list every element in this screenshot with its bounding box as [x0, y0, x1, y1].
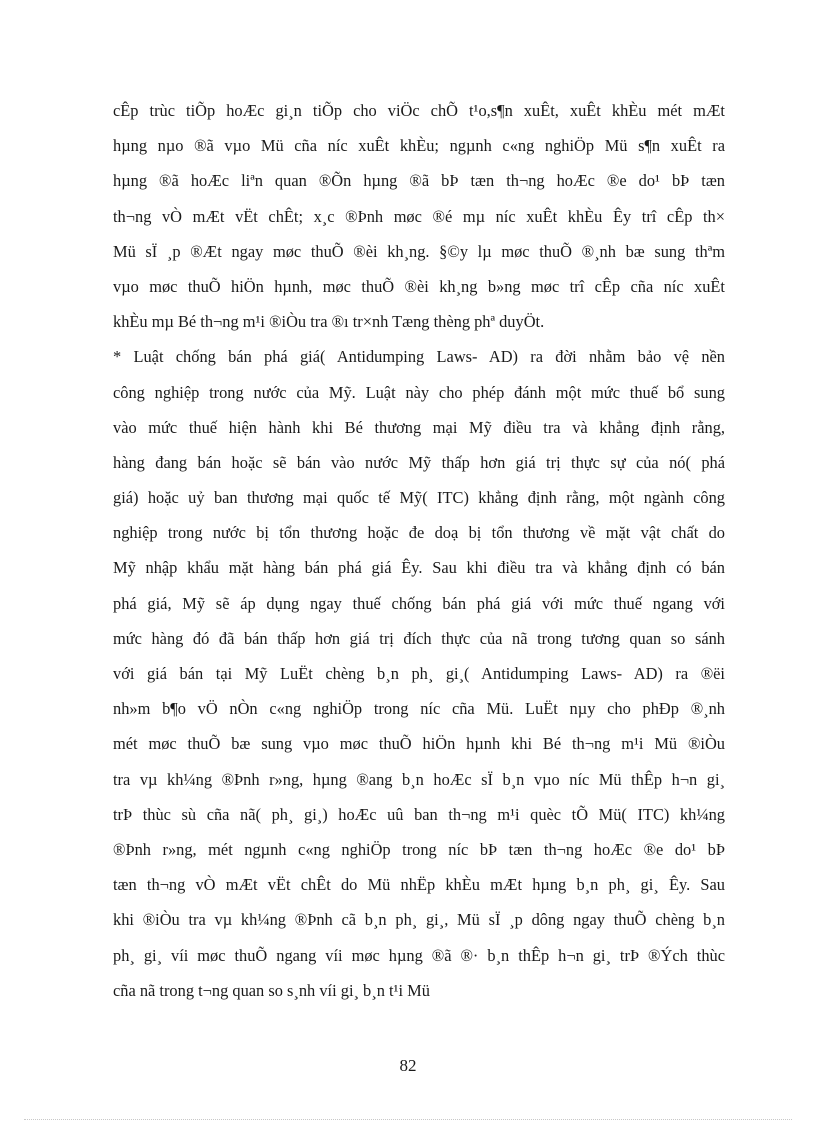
text-line: hàng đang bán hoặc sẽ bán vào nước Mỹ thấp hơn giá trị thực sự của nó( phá	[113, 452, 725, 472]
text-line: giá) hoặc uỷ ban thương mại quốc tế Mỹ( ITC) khẳng định rằng, một ngành công	[113, 488, 725, 508]
text-line: * Luật chống bán phá giá( Antidumping Laws- AD) ra đời nhằm bảo vệ nền	[113, 347, 725, 367]
text-line: mức hàng đó đã bán thấp hơn giá trị đích thực của nã trong tương quan so sánh	[113, 628, 725, 648]
text-line: hµng nµo ®ã vµo Mü cña níc xuÊt khÈu; ngµnh c«ng nghiÖp Mü s¶n xuÊt ra	[113, 136, 725, 156]
text-line: cña nã trong t¬ng quan so s¸nh víi gi¸ b¸n t¹i Mü	[113, 980, 430, 1000]
text-line: hµng ®ã hoÆc liªn quan ®Õn hµng ®ã bÞ tæn th¬ng hoÆc ®e do¹ bÞ tæn	[113, 171, 725, 191]
text-line: công nghiệp trong nước của Mỹ. Luật này cho phép đánh một mức thuế bổ sung	[113, 382, 725, 402]
text-line: khi ®iÒu tra vµ kh¼ng ®Þnh cã b¸n ph¸ gi¸, Mü sÏ ¸p dông ngay thuÕ chèng b¸n	[113, 910, 725, 930]
text-line: Mü sÏ ¸p ®Æt ngay møc thuÕ ®èi kh¸ng. §©y lµ møc thuÕ ®¸nh bæ sung thªm	[113, 241, 725, 261]
text-line: phá giá, Mỹ sẽ áp dụng ngay thuế chống bán phá giá với mức thuế ngang với	[113, 593, 725, 613]
text-line: Mỹ nhập khẩu mặt hàng bán phá giá Êy. Sau khi điều tra và khẳng định có bán	[113, 558, 725, 578]
text-line: cÊp trùc tiÕp hoÆc gi¸n tiÕp cho viÖc chÕ t¹o,s¶n xuÊt, xuÊt khÈu mét mÆt	[113, 101, 725, 120]
text-line: trÞ thùc sù cña nã( ph¸ gi¸) hoÆc uû ban th¬ng m¹i quèc tÕ Mü( ITC) kh¼ng	[113, 804, 725, 824]
text-line: tæn th¬ng vÒ mÆt vËt chÊt do Mü nhËp khÈu mÆt hµng b¸n ph¸ gi¸ Êy. Sau	[113, 875, 725, 895]
text-line: tra vµ kh¼ng ®Þnh r»ng, hµng ®ang b¸n hoÆc sÏ b¸n vµo níc Mü thÊp h¬n gi¸	[113, 769, 725, 789]
text-line: nghiệp trong nước bị tổn thương hoặc đe doạ bị tổn thương về mặt vật chất do	[113, 523, 725, 543]
text-line: vào mức thuế hiện hành khi Bé thương mại Mỹ điều tra và khẳng định rằng,	[113, 417, 725, 437]
page-number: 82	[399, 1056, 417, 1075]
page-bottom-divider	[24, 1119, 792, 1120]
text-line: nh»m b¶o vÖ nÒn c«ng nghiÖp trong níc cña Mü. LuËt nµy cho phÐp ®¸nh	[113, 699, 725, 719]
body-text	[113, 93, 725, 1008]
text-line: khÈu mµ Bé th¬ng m¹i ®iÒu tra ®ı tr×nh Tæng thèng phª duyÖt.	[113, 312, 545, 332]
text-line: ®Þnh r»ng, mét ngµnh c«ng nghiÖp trong níc bÞ tæn th¬ng hoÆc ®e do¹ bÞ	[113, 839, 725, 859]
text-line: th¬ng vÒ mÆt vËt chÊt; x¸c ®Þnh møc ®é mµ níc xuÊt khÈu Êy trî cÊp th×	[113, 206, 725, 226]
text-line: mét møc thuÕ bæ sung vµo møc thuÕ hiÖn hµnh khi Bé th¬ng m¹i Mü ®iÒu	[113, 734, 725, 754]
text-line: với giá bán tại Mỹ LuËt chèng b¸n ph¸ gi¸( Antidumping Laws- AD) ra ®ëi	[113, 664, 725, 683]
text-line: vµo møc thuÕ hiÖn hµnh, møc thuÕ ®èi kh¸ng b»ng møc trî cÊp cña níc xuÊt	[113, 276, 725, 296]
text-line: ph¸ gi¸ víi møc thuÕ ngang víi møc hµng ®ã ®· b¸n thÊp h¬n gi¸ trÞ ®Ých thùc	[113, 945, 725, 965]
